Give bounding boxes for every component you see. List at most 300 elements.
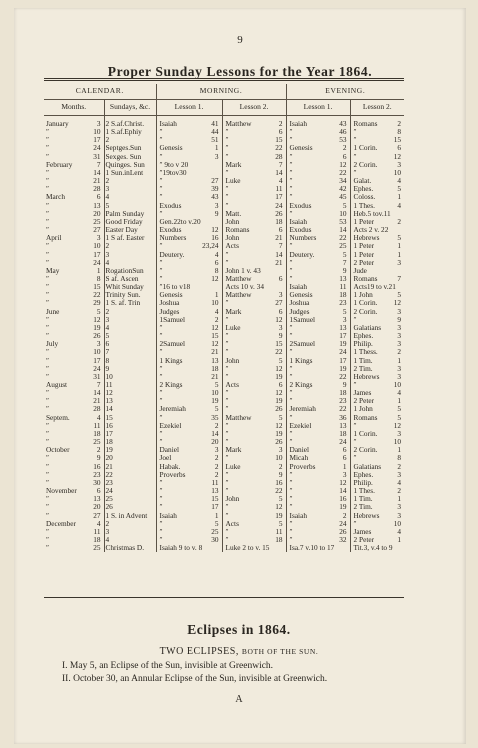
cell-morning-lesson1-chapter: 3 <box>214 445 219 455</box>
cell-month: December <box>46 518 76 528</box>
cell-month: ″ <box>46 200 50 210</box>
cell-month: ″ <box>46 176 50 186</box>
cell-evening-lesson2-book: 1 Corin. <box>350 430 391 438</box>
cell-sunday: 4 <box>104 193 156 201</box>
cell-morning-lesson2-book: Matt. <box>222 210 270 218</box>
cell-month: ″ <box>46 494 50 504</box>
cell-morning-lesson1-chapter <box>201 283 222 291</box>
cell-evening-lesson2-chapter: 5 <box>397 412 402 422</box>
eclipses-subtitle <box>0 646 478 657</box>
top-rule <box>44 78 404 79</box>
cell-evening-lesson1-chapter: 18 <box>339 388 347 398</box>
cell-evening-lesson1-chapter: 22 <box>339 233 347 243</box>
cell-evening-lesson2-chapter: 3 <box>397 339 402 349</box>
signature-mark: A <box>235 694 243 705</box>
cell-evening-lesson2-book: ″ <box>350 520 391 528</box>
cell-morning-lesson2-chapter: 5 <box>278 412 283 422</box>
cell-evening-lesson1-chapter: 3 <box>342 469 347 479</box>
cell-evening-lesson2-chapter: 4 <box>397 176 402 186</box>
cell-evening-lesson2-book: James <box>350 389 391 397</box>
cell-evening-lesson1-chapter: 5 <box>342 249 347 259</box>
cell-morning-lesson1-book: ″ <box>156 365 201 373</box>
cell-morning-lesson2-chapter: 17 <box>275 192 283 202</box>
bottom-rule <box>44 597 404 598</box>
cell-evening-lesson1-chapter: 1 <box>342 461 347 471</box>
cell-morning-lesson2-chapter: 24 <box>275 200 283 210</box>
cell-evening-lesson2-chapter: 2 <box>397 119 402 128</box>
cell-morning-lesson1-chapter: 35 <box>211 412 219 422</box>
cell-evening-lesson1-book: Genesis <box>286 144 332 152</box>
cell-evening-lesson1-book: 2Samuel <box>286 340 332 348</box>
cell-morning-lesson1-book: Isaiah <box>156 116 201 129</box>
cell-morning-lesson2-chapter: 12 <box>275 420 283 430</box>
cell-evening-lesson2-book: 1 Peter <box>350 242 391 250</box>
cell-evening-lesson1-chapter: 9 <box>342 380 347 389</box>
cell-day: 7 <box>96 380 101 389</box>
cell-morning-lesson2-book: ″ <box>222 185 270 193</box>
cell-evening-lesson1-book: Isaiah <box>286 218 332 226</box>
cell-morning-lesson1-chapter: 14 <box>211 428 219 438</box>
cell-day: 29 <box>93 298 101 308</box>
cell-morning-lesson1-book: ″ 9to v 20 <box>156 161 201 169</box>
cell-morning-lesson2-book: ″ <box>222 153 270 161</box>
cell-morning-lesson1-book: ″ <box>156 267 201 275</box>
cell-morning-lesson2-chapter: 28 <box>275 151 283 161</box>
cell-month: ″ <box>46 290 50 300</box>
cell-day: 2 <box>96 445 101 455</box>
sundays-header: Sundays, &c. <box>104 100 156 116</box>
cell-morning-lesson2-book: Acts <box>222 242 270 250</box>
cell-evening-lesson2-book: 1 Thes. <box>350 487 391 495</box>
cell-morning-lesson1-chapter: 51 <box>211 135 219 145</box>
cell-evening-lesson1-book: 2 Kings <box>286 381 332 389</box>
cell-morning-lesson1-book: ″ <box>156 503 201 511</box>
cell-morning-lesson2-chapter: 5 <box>278 494 283 504</box>
cell-month: ″ <box>46 298 50 308</box>
cell-morning-lesson1-book: ″ <box>156 536 201 544</box>
cell-evening-lesson1-book: ″ <box>286 520 332 528</box>
cell-morning-lesson1-chapter: 6 <box>214 257 219 267</box>
cell-evening-lesson2-chapter: 4 <box>397 388 402 398</box>
cell-evening-lesson2-book: 2 Peter <box>350 536 391 544</box>
cell-evening-lesson2-book: Acts 2 v. 22 <box>350 226 391 234</box>
cell-month: ″ <box>46 404 50 414</box>
cell-month: ″ <box>46 331 50 341</box>
cell-sunday: 23 <box>104 479 156 487</box>
cell-evening-lesson1-book: Daniel <box>286 446 332 454</box>
cell-morning-lesson1-book: ″16 to v18 <box>156 283 201 291</box>
cell-evening-lesson2-book: ″ <box>350 316 391 324</box>
lessons-table <box>44 84 404 552</box>
cell-month: ″ <box>46 396 50 406</box>
cell-morning-lesson1-book: ″ <box>156 332 201 340</box>
cell-morning-lesson1-book: ″ <box>156 210 201 218</box>
cell-morning-lesson1-book: Genesis <box>156 291 201 299</box>
cell-morning-lesson2-book: John <box>222 357 270 365</box>
cell-evening-lesson1-book: Jeremiah <box>286 405 332 413</box>
cell-morning-lesson1-chapter: 21 <box>211 347 219 357</box>
cell-morning-lesson1-book: ″ <box>156 495 201 503</box>
cell-evening-lesson2-book: James <box>350 528 391 536</box>
cell-day: 16 <box>93 461 101 471</box>
cell-month: ″ <box>46 510 50 520</box>
cell-evening-lesson2-chapter: 7 <box>397 273 402 283</box>
cell-evening-lesson2-book: 1 John <box>350 291 391 299</box>
cell-evening-lesson1-book: ″ <box>286 495 332 503</box>
cell-evening-lesson2-chapter: 3 <box>397 428 402 438</box>
months-header: Months. <box>44 100 104 116</box>
cell-evening-lesson1-chapter: 12 <box>339 477 347 487</box>
cell-sunday: Quinges. Sun <box>104 161 156 169</box>
cell-evening-lesson2-book: ″ <box>350 128 391 136</box>
cell-morning-lesson1-book: 2Samuel <box>156 340 201 348</box>
cell-morning-lesson1-chapter: 2 <box>214 469 219 479</box>
cell-sunday: Easter Day <box>104 226 156 234</box>
cell-morning-lesson1-chapter: 13 <box>211 355 219 365</box>
cell-evening-lesson1-chapter: 24 <box>339 437 347 447</box>
cell-day: 20 <box>93 208 101 218</box>
cell-day: 1 <box>96 265 101 275</box>
cell-morning-lesson1-book: ″ <box>156 153 201 161</box>
cell-morning-lesson2-book: ″ <box>222 536 270 544</box>
cell-morning-lesson2-book: Acts 10 v. 34 <box>222 283 270 291</box>
cell-morning-lesson2-chapter: 14 <box>275 167 283 177</box>
cell-sunday: 2 <box>104 177 156 185</box>
cell-morning-lesson2-chapter: 19 <box>275 371 283 381</box>
cell-morning-lesson1-book: ″ <box>156 128 201 136</box>
cell-day: 11 <box>93 420 101 430</box>
cell-month: ″ <box>46 502 50 512</box>
cell-evening-lesson2-chapter: 3 <box>397 306 402 316</box>
cell-month: August <box>46 380 68 389</box>
cell-day: 4 <box>96 518 101 528</box>
cell-evening-lesson1-book: ″ <box>286 487 332 495</box>
cell-evening-lesson1-chapter: 11 <box>339 282 347 292</box>
cell-day: 17 <box>93 355 101 365</box>
cell-evening-lesson1-chapter: 5 <box>342 306 347 316</box>
cell-evening-lesson1-chapter: 13 <box>339 322 347 332</box>
cell-month: ″ <box>46 437 50 447</box>
cell-morning-lesson2-chapter: 4 <box>278 176 283 186</box>
cell-month: ″ <box>46 388 50 398</box>
cell-morning-lesson2-book: Matthew <box>222 275 270 283</box>
cell-evening-lesson2-book: Galatians <box>350 324 391 332</box>
cell-morning-lesson2-chapter: 22 <box>275 486 283 496</box>
cell-evening-lesson2-book: Ephes. <box>350 471 391 479</box>
cell-evening-lesson2-chapter: 8 <box>397 453 402 463</box>
cell-morning-lesson2-chapter: 5 <box>278 355 283 365</box>
cell-evening-lesson1-book: ″ <box>286 348 332 356</box>
cell-morning-lesson1-chapter: 27 <box>211 176 219 186</box>
cell-morning-lesson2-book: ″ <box>222 136 270 144</box>
cell-month: ″ <box>46 363 50 373</box>
cell-morning-lesson1-book: Judges <box>156 308 201 316</box>
cell-morning-lesson2-book: John 1 v. 43 <box>222 267 270 275</box>
cell-morning-lesson2-chapter: 6 <box>278 306 283 316</box>
cell-evening-lesson2-book: Hebrews <box>350 512 391 520</box>
cell-morning-lesson1-book: ″ <box>156 324 201 332</box>
cell-morning-lesson2-book: ″ <box>222 471 270 479</box>
cell-evening-lesson1-chapter: 12 <box>339 159 347 169</box>
cell-day: 14 <box>93 388 101 398</box>
cell-morning-lesson1-chapter: 8 <box>214 265 219 275</box>
cell-morning-lesson1-chapter: 4 <box>214 249 219 259</box>
cell-sunday: 19 <box>104 446 156 454</box>
cell-evening-lesson2-book: Galat. <box>350 177 391 185</box>
cell-evening-lesson1-book: Proverbs <box>286 463 332 471</box>
cell-evening-lesson2-book: 2 Peter <box>350 397 391 405</box>
cell-evening-lesson2-chapter: 12 <box>393 420 402 430</box>
cell-evening-lesson1-book: Isaiah <box>286 116 332 129</box>
cell-day: 25 <box>93 216 101 226</box>
cell-morning-lesson2-chapter: 14 <box>275 249 283 259</box>
cell-morning-lesson1-chapter: 41 <box>211 119 219 128</box>
cell-morning-lesson2-chapter: 11 <box>275 184 283 194</box>
cell-morning-lesson2-book: ″ <box>222 422 270 430</box>
cell-evening-lesson1-chapter: 7 <box>342 257 347 267</box>
eclipse-line-2: II. October 30, an Annular Eclipse of the Sun, invisible at Greenwich. <box>62 674 328 684</box>
cell-day: 3 <box>96 339 101 349</box>
cell-day: 12 <box>93 314 101 324</box>
cell-sunday: 2 <box>104 242 156 250</box>
cell-day: 10 <box>93 241 101 251</box>
cell-morning-lesson2-book: Luke <box>222 177 270 185</box>
cell-morning-lesson2-book: Matthew <box>222 414 270 422</box>
cell-day: 24 <box>93 363 101 373</box>
cell-sunday: 2 <box>104 520 156 528</box>
cell-sunday: Christmas D. <box>104 544 156 552</box>
cell-morning-lesson1-book: ″ <box>156 397 201 405</box>
cell-evening-lesson2-book: 2 Corin. <box>350 161 391 169</box>
cell-evening-lesson1-chapter: 22 <box>339 167 347 177</box>
cell-sunday: 12 <box>104 389 156 397</box>
cell-evening-lesson1-book: ″ <box>286 259 332 267</box>
cell-evening-lesson2-chapter: 1 <box>397 192 402 202</box>
cell-morning-lesson1-book: ″ <box>156 242 201 250</box>
cell-day: 31 <box>93 151 101 161</box>
cell-evening-lesson1-chapter: 43 <box>339 119 347 128</box>
cell-morning-lesson1-book: ″ <box>156 193 201 201</box>
cell-evening-lesson1-book: ″ <box>286 332 332 340</box>
cell-morning-lesson1-chapter: 25 <box>211 526 219 536</box>
cell-evening-lesson1-chapter: 34 <box>339 176 347 186</box>
cell-morning-lesson2-chapter: 26 <box>275 404 283 414</box>
morning-lesson1-header: Lesson 1. <box>156 100 222 116</box>
cell-morning-lesson1-chapter: 4 <box>214 306 219 316</box>
cell-month: May <box>46 265 60 275</box>
cell-evening-lesson2-chapter: 2 <box>397 216 402 226</box>
cell-morning-lesson2-chapter: 21 <box>275 233 283 243</box>
cell-day: 25 <box>93 437 101 447</box>
cell-day: 24 <box>93 257 101 267</box>
cell-day: 7 <box>96 159 101 169</box>
cell-evening-lesson2-book: 1 John <box>350 405 391 413</box>
cell-morning-lesson2-chapter: 12 <box>275 314 283 324</box>
cell-evening-lesson1-book: ″ <box>286 185 332 193</box>
cell-morning-lesson2-chapter: 12 <box>275 502 283 512</box>
cell-evening-lesson2-chapter: 1 <box>397 241 402 251</box>
cell-day: 31 <box>93 371 101 381</box>
cell-morning-lesson1-book: ″19tov30 <box>156 169 201 177</box>
cell-morning-lesson1-chapter: 3 <box>214 200 219 210</box>
cell-evening-lesson2-chapter: 3 <box>397 510 402 520</box>
cell-sunday: 2 <box>104 308 156 316</box>
cell-sunday: 7 <box>104 348 156 356</box>
cell-morning-lesson2-chapter: 19 <box>275 396 283 406</box>
cell-evening-lesson1-book: ″ <box>286 153 332 161</box>
cell-morning-lesson1-chapter: 11 <box>211 477 219 487</box>
cell-evening-lesson2-book: 1 Tim. <box>350 357 391 365</box>
cell-morning-lesson2-book: ″ <box>222 430 270 438</box>
cell-month: ″ <box>46 208 50 218</box>
cell-evening-lesson2-book: ″ <box>350 454 391 462</box>
cell-morning-lesson2-book: ″ <box>222 348 270 356</box>
cell-day: 17 <box>93 249 101 259</box>
cell-evening-lesson1-chapter: 42 <box>339 184 347 194</box>
cell-sunday: 24 <box>104 487 156 495</box>
cell-morning-lesson2-chapter: 9 <box>278 469 283 479</box>
cell-day: 11 <box>93 526 101 536</box>
cell-morning-lesson1-chapter: 30 <box>211 534 219 544</box>
cell-evening-lesson2-chapter: 4 <box>397 526 402 536</box>
cell-month: ″ <box>46 167 50 177</box>
cell-sunday: 11 <box>104 381 156 389</box>
cell-morning-lesson1-book: ″ <box>156 185 201 193</box>
cell-morning-lesson2-book: Mark <box>222 446 270 454</box>
cell-month: Septem. <box>46 412 70 422</box>
cell-sunday: RogationSun <box>104 267 156 275</box>
eclipses-title: Eclipses in 1864. <box>187 622 291 637</box>
cell-evening-lesson2-chapter: 3 <box>397 363 402 373</box>
cell-morning-lesson2-chapter: 3 <box>278 290 283 300</box>
cell-evening-lesson1-chapter: 22 <box>339 404 347 414</box>
cell-morning-lesson1-book: ″ <box>156 438 201 446</box>
cell-sunday: 8 <box>104 357 156 365</box>
cell-evening-lesson1-book: ″ <box>286 169 332 177</box>
cell-sunday: 4 <box>104 324 156 332</box>
cell-day: 19 <box>93 322 101 332</box>
cell-morning-lesson1-book: ″ <box>156 389 201 397</box>
cell-evening-lesson1-chapter: 23 <box>339 298 347 308</box>
cell-evening-lesson1-book: ″ <box>286 536 332 544</box>
cell-day: 24 <box>93 143 101 153</box>
cell-evening-lesson1-chapter: 18 <box>339 428 347 438</box>
cell-morning-lesson1-book: ″ <box>156 136 201 144</box>
cell-sunday: Whit Sunday <box>104 283 156 291</box>
cell-evening-lesson2-chapter: 3 <box>397 322 402 332</box>
cell-evening-lesson1-book: Isa.7 v.10 to 17 <box>286 544 332 552</box>
cell-sunday: 20 <box>104 454 156 462</box>
cell-morning-lesson2-chapter <box>270 544 286 552</box>
cell-evening-lesson1-chapter: 13 <box>339 420 347 430</box>
cell-sunday: 2 <box>104 136 156 144</box>
cell-day: 23 <box>93 469 101 479</box>
cell-morning-lesson1-book: ″ <box>156 520 201 528</box>
cell-month: ″ <box>46 347 50 357</box>
cell-day: 10 <box>93 347 101 357</box>
table-row <box>44 544 404 552</box>
cell-morning-lesson2-book: ″ <box>222 512 270 520</box>
cell-morning-lesson1-book: Habak. <box>156 463 201 471</box>
cell-month: ″ <box>46 469 50 479</box>
cell-day: 13 <box>93 200 101 210</box>
eclipses-subtitle-small: BOTH OF THE SUN. <box>241 647 319 656</box>
cell-evening-lesson1-book: Ezekiel <box>286 422 332 430</box>
cell-morning-lesson2-book: ″ <box>222 405 270 413</box>
cell-evening-lesson1-book: ″ <box>286 161 332 169</box>
cell-day: 5 <box>96 306 101 316</box>
cell-evening-lesson1-chapter: 36 <box>339 412 347 422</box>
cell-morning-lesson1-book: 1Samuel <box>156 316 201 324</box>
cell-morning-lesson1-chapter: 2 <box>214 314 219 324</box>
cell-morning-lesson2-chapter: 11 <box>275 526 283 536</box>
cell-morning-lesson1-book: Ezekiel <box>156 422 201 430</box>
cell-evening-lesson2-book: Acts19 to v.21 <box>350 283 391 291</box>
cell-day: 4 <box>96 412 101 422</box>
cell-day: 6 <box>96 192 101 202</box>
cell-morning-lesson1-chapter: 21 <box>211 371 219 381</box>
cell-evening-lesson2-book: 1 Peter <box>350 218 391 226</box>
cell-evening-lesson2-book: Romans <box>350 275 391 283</box>
eclipses-subtitle-main: TWO ECLIPSES, <box>159 646 239 657</box>
cell-morning-lesson1-book: 1 Kings <box>156 357 201 365</box>
cell-day: 26 <box>93 331 101 341</box>
cell-month: ″ <box>46 322 50 332</box>
cell-sunday: 1 S. af. Trin <box>104 299 156 307</box>
cell-day: 20 <box>93 502 101 512</box>
cell-month: June <box>46 306 60 316</box>
cell-month: November <box>46 486 77 496</box>
calendar-header: CALENDAR. <box>75 86 124 96</box>
cell-evening-lesson2-book: 1 Thess. <box>350 348 391 356</box>
cell-day: 3 <box>96 119 101 128</box>
cell-evening-lesson1-chapter: 32 <box>339 534 347 544</box>
cell-morning-lesson2-book: ″ <box>222 479 270 487</box>
cell-evening-lesson1-book: ″ <box>286 373 332 381</box>
cell-morning-lesson2-book: Acts <box>222 381 270 389</box>
cell-morning-lesson1-chapter: 10 <box>211 388 219 398</box>
cell-evening-lesson2-chapter: 1 <box>397 494 402 504</box>
cell-evening-lesson1-book: ″ <box>286 193 332 201</box>
cell-evening-lesson2-chapter: 9 <box>397 314 402 324</box>
cell-day: 28 <box>93 184 101 194</box>
cell-evening-lesson2-chapter: 3 <box>397 331 402 341</box>
cell-evening-lesson2-book: 1 Peter <box>350 251 391 259</box>
cell-morning-lesson2-book: ″ <box>222 438 270 446</box>
cell-morning-lesson2-chapter: 26 <box>275 437 283 447</box>
cell-morning-lesson1-chapter: 13 <box>211 486 219 496</box>
cell-evening-lesson2-book: 2 Corin. <box>350 446 391 454</box>
cell-morning-lesson2-book: Matthew <box>222 116 270 129</box>
cell-evening-lesson2-book: Heb.5 tov.11 <box>350 210 391 218</box>
cell-morning-lesson1-chapter: 18 <box>211 363 219 373</box>
cell-morning-lesson2-chapter: 10 <box>275 453 283 463</box>
cell-evening-lesson1-book: ″ <box>286 438 332 446</box>
cell-morning-lesson1-book: ″ <box>156 479 201 487</box>
cell-evening-lesson1-book: ″ <box>286 479 332 487</box>
cell-evening-lesson1-book: Isaiah <box>286 283 332 291</box>
cell-month: ″ <box>46 534 50 544</box>
cell-evening-lesson2-chapter: 6 <box>397 143 402 153</box>
cell-sunday: 18 <box>104 438 156 446</box>
cell-morning-lesson2-chapter: 18 <box>275 216 283 226</box>
cell-day: 17 <box>93 135 101 145</box>
cell-evening-lesson1-chapter: 17 <box>339 355 347 365</box>
lessons-table-body <box>44 116 404 553</box>
cell-evening-lesson1-chapter: 10 <box>339 208 347 218</box>
cell-morning-lesson1-chapter: 12 <box>211 225 219 235</box>
cell-evening-lesson1-book: ″ <box>286 267 332 275</box>
